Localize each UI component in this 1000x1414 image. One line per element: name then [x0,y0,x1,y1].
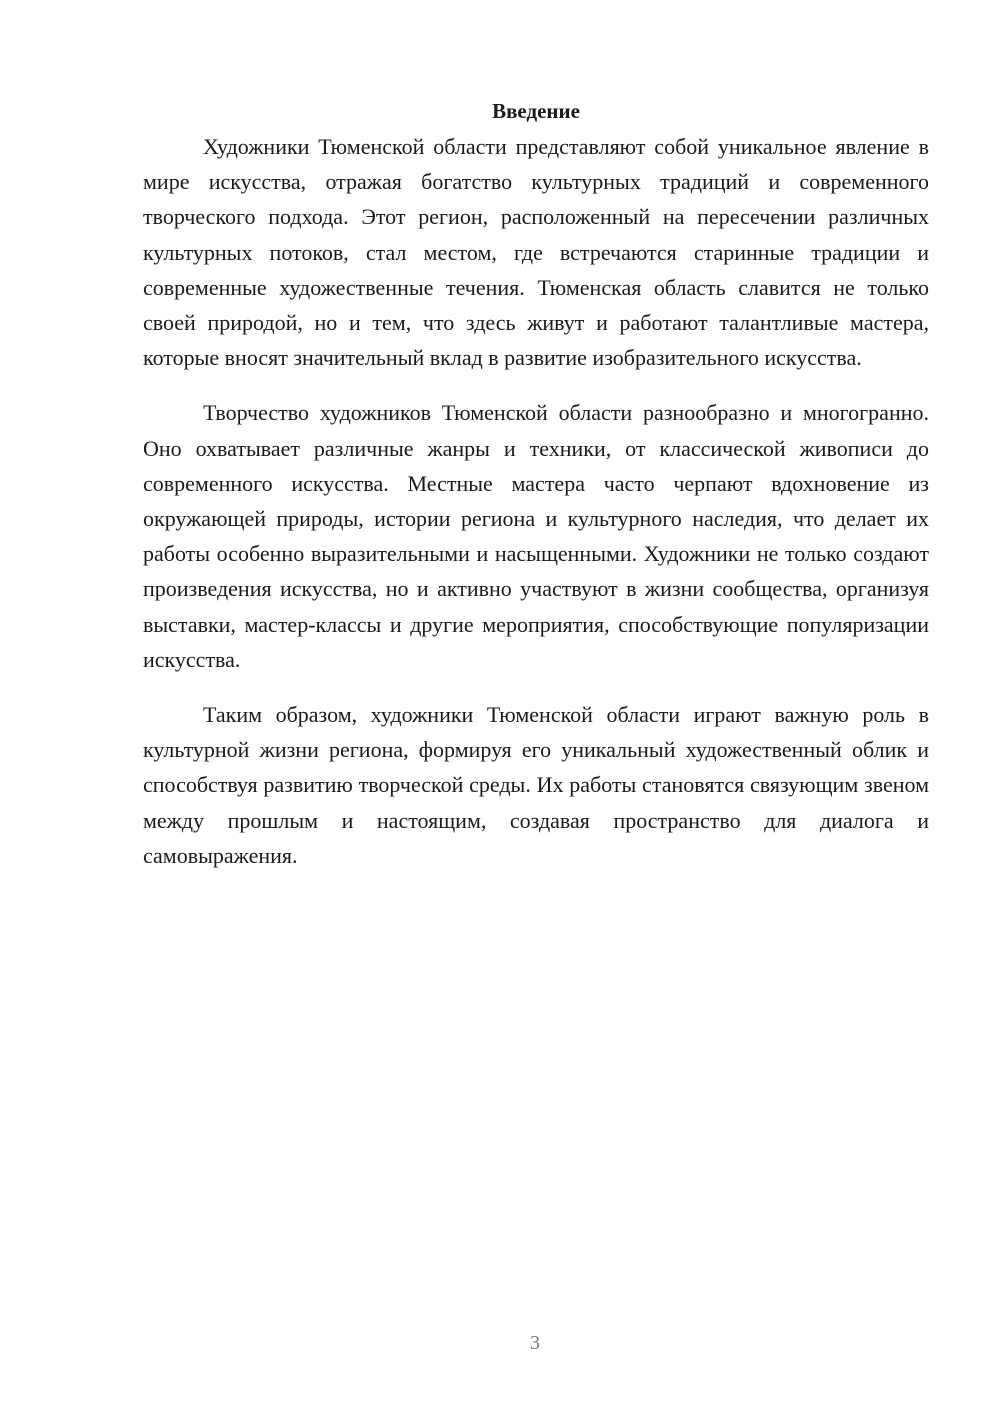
paragraph-1: Художники Тюменской области представляют собой уникальное явление в мире искусства, отражая богатство культурных традиций и современного творческого подхода. Этот регион, расположенный на пересечении различных культурных потоков, стал местом, где встречаются старинные традиции и современные художественные течения. Тюменская область славится не только своей природой, но и тем, что здесь живут и работают талантливые мастера, которые вносят значительный вклад в развитие изобразительного искусства. [143,134,929,371]
section-heading: Введение [492,99,580,123]
paragraph-2: Творчество художников Тюменской области разнообразно и многогранно. Оно охватывает различные жанры и техники, от классической живописи до современного искусства. Местные мастера часто черпают вдохновение из окружающей природы, истории региона и культурного наследия, что делает их работы особенно выразительными и насыщенными. Художники не только создают произведения искусства, но и активно участвуют в жизни сообщества, организуя выставки, мастер-классы и другие мероприятия, способствующие популяризации искусства. [143,400,929,672]
page-content [143,94,929,873]
paragraph-3: Таким образом, художники Тюменской области играют важную роль в культурной жизни региона, формируя его уникальный художественный облик и способствуя развитию творческой среды. Их работы становятся связующим звеном между прошлым и настоящим, создавая пространство для диалога и самовыражения. [143,702,929,868]
page-number: 3 [530,1332,540,1354]
